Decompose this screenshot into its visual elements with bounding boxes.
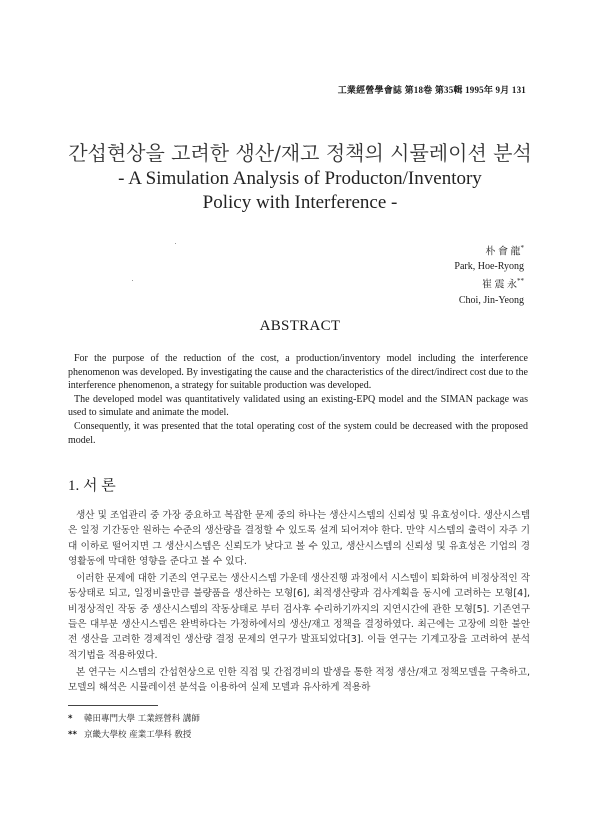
scan-speck: [175, 243, 176, 244]
section-heading-introduction: 1. 서 론: [68, 478, 116, 494]
abstract-body: [68, 352, 528, 447]
author-1-roman: Park, Hoe-Ryong: [454, 261, 524, 273]
english-title-line1: - A Simulation Analysis of Producton/Inventory: [118, 168, 482, 189]
abstract-paragraph: Consequently, it was presented that the total operating cost of the system could be decreased with the proposed model.: [68, 420, 528, 446]
body-paragraph: 생산 및 조업관리 중 가장 중요하고 복잡한 문제 중의 하나는 생산시스템의 신뢰성 및 유효성이다. 생산시스템은 일정 기간동안 원하는 수준의 생산량을 결정할 수 있도록 설계 되어져야 한다. 만약 시스템의 출력이 자주 기대 이하로 떨어지면 그 생산시스템은 신뢰도가 낮다고 볼 수 있고, 생산시스템의 신뢰성 및 유효성은 기업의 경영활동에 막대한 영향을 준다고 볼 수 있다.: [68, 510, 530, 567]
author-2-mark: **: [517, 277, 524, 286]
body-paragraph: 이러한 문제에 대한 기존의 연구로는 생산시스템 가운데 생산진행 과정에서 시스템이 퇴화하여 비정상적인 작동상태로 되고, 일정비율만큼 불량품을 생산하는 모형[6], 최적생산량과 검사계획을 동시에 고려하는 모형[4], 비정상적인 작동 중 생산시스템의 작동상태로 부터 검사후 수리하기까지의 지연시간에 관한 모형[5]. 기존연구들은 대부분 생산시스템은 완벽하다는 가정하에서의 생산/재고 정책을 결정하였다. 최근에는 고장에 의한 불안전 생산을 고려한 경제적인 생산량 결정 문제의 연구가 발표되었다[3]. 이들 연구는 기계고장을 고려하여 분석적기법을 적용하였다.: [68, 573, 530, 661]
footnotes: [68, 711, 200, 743]
abstract-heading: ABSTRACT: [259, 318, 341, 334]
authors-block: [454, 241, 524, 308]
author-1-mark: *: [520, 244, 524, 252]
footnote-divider: [68, 705, 158, 706]
body-paragraph: 본 연구는 시스템의 간섭현상으로 인한 직접 및 간접경비의 발생을 통한 적정 생산/재고 정책모델을 구축하고, 모델의 해석은 시뮬레이션 분석을 이용하여 실제 모델과 유사하게 적용하: [68, 666, 530, 694]
author-2-roman: Choi, Jin-Yeong: [458, 294, 524, 306]
author-2-hanja: 崔 震 永**: [482, 277, 524, 291]
abstract-paragraph: For the purpose of the reduction of the cost, a production/inventory model including the interference phenomenon was developed. By investigating the cause and the characteristics of the direct/indirect cost due to the interference phenomenon, a strategy for suitable production was developed.: [68, 353, 528, 392]
footnote-2: ** 京畿大學校 産業工學科 敎授: [68, 730, 192, 740]
scan-speck: [132, 280, 133, 281]
korean-title: 간섭현상을 고려한 생산/재고 정책의 시뮬레이션 분석: [68, 141, 532, 165]
footnote-1: * 韓田專門大學 工業經營科 講師: [68, 714, 200, 724]
section-body: [68, 508, 530, 698]
journal-header: 工業經營學會誌 第18卷 第35輯 1995年 9月 131: [337, 85, 526, 95]
english-title-line2: Policy with Interference -: [202, 192, 398, 213]
title-block: [40, 140, 560, 214]
abstract-paragraph: The developed model was quantitatively validated using an existing-EPQ model and the SIMAN package was used to simulate and animate the model.: [68, 393, 528, 419]
author-1-hanja: 朴 會 龍*: [485, 244, 524, 258]
